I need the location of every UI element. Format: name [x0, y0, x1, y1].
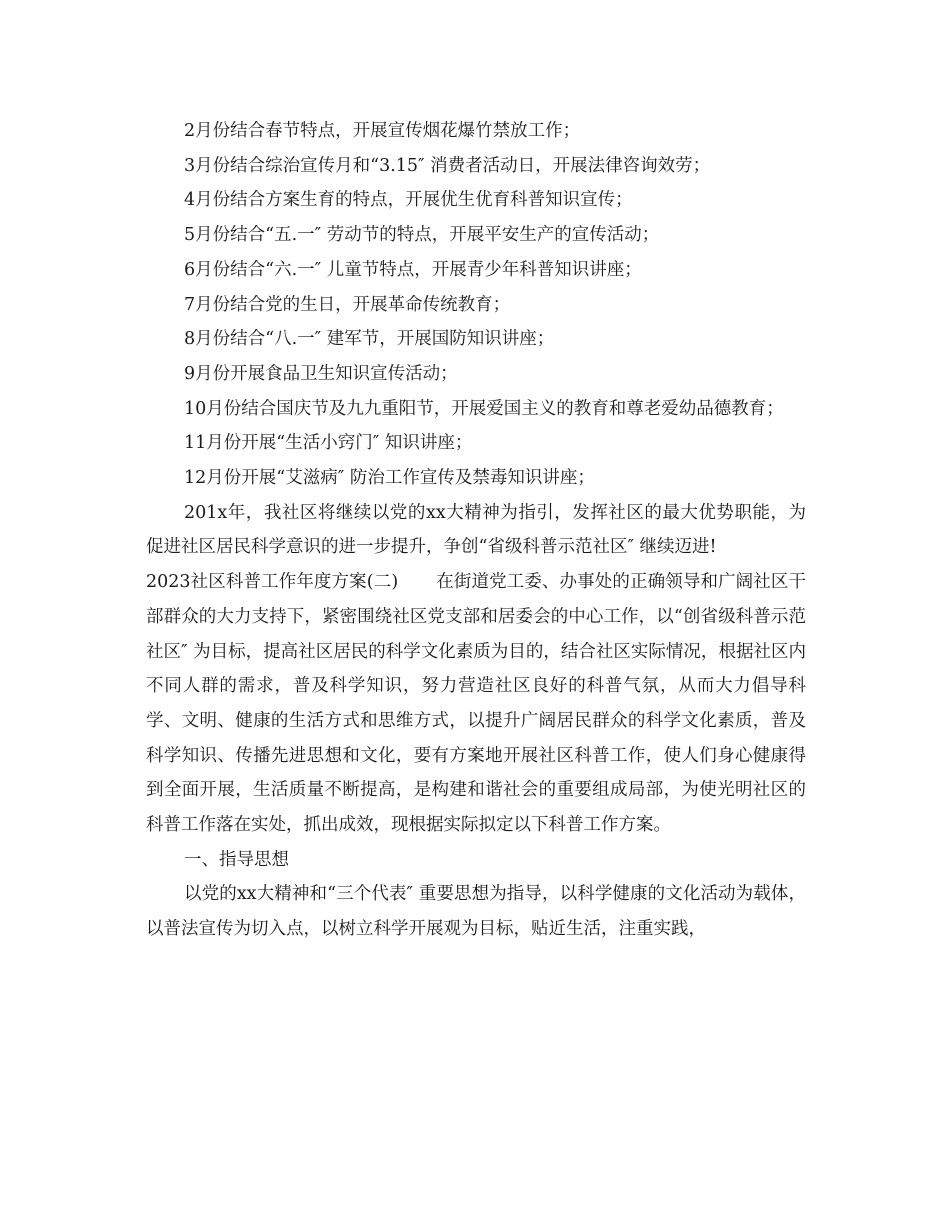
document-body	[146, 114, 806, 947]
section-intro: 在街道党工委、办事处的正确领导和广阔社区干部群众的大力支持下，紧密围绕社区党支部和居委会的中心工作，以“创省级科普示范社区″ 为目标，提高社区居民的科学文化素质为目的，结合社区实际情况，根据社区内不同人群的需求，普及科学知识，努力营造社区良好的科普气氛，从而大力倡导科学、文明、健康的生活方式和思维方式，以提升广阔居民群众的科学文化素质，普及科学知识、传播先进思想和文化，要有方案地开展社区科普工作，使人们身心健康得到全面开展，生活质量不断提高，是构建和谐社会的重要组成局部，为使光明社区的科普工作落在实处，抓出成效，现根据实际拟定以下科普工作方案。	[146, 572, 806, 836]
monthly-item-nov: 11月份开展“生活小窍门″ 知识讲座；	[184, 433, 473, 454]
closing-paragraph: 201x年，我社区将继续以党的xx大精神为指引，发挥社区的最大优势职能，为促进社区居民科学意识的进一步提升，争创“省级科普示范社区″ 继续迈进!	[146, 502, 806, 558]
monthly-item-feb: 2月份结合春节特点，开展宣传烟花爆竹禁放工作；	[184, 121, 581, 141]
heading-guiding-thought: 一、指导思想	[184, 849, 289, 870]
monthly-item-mar: 3月份结合综治宣传月和“3.15″ 消费者活动日，开展法律咨询效劳；	[184, 155, 711, 176]
section-title: 2023社区科普工作年度方案(二)	[146, 572, 399, 593]
monthly-item-jul: 7月份结合党的生日，开展革命传统教育；	[184, 294, 511, 315]
monthly-item-sep: 9月份开展食品卫生知识宣传活动；	[184, 363, 458, 384]
monthly-item-dec: 12月份开展“艾滋病″ 防治工作宣传及禁毒知识讲座；	[184, 468, 595, 489]
monthly-item-apr: 4月份结合方案生育的特点，开展优生优育科普知识宣传；	[184, 190, 633, 211]
section-paragraph	[146, 565, 806, 843]
monthly-item-aug: 8月份结合“八.一″ 建军节，开展国防知识讲座；	[184, 329, 555, 350]
monthly-item-jun: 6月份结合“六.一″ 儿童节特点，开展青少年科普知识讲座；	[184, 259, 642, 280]
guiding-paragraph: 以党的xx大精神和“三个代表″ 重要思想为指导，以科学健康的文化活动为载体，以普法宣传为切入点，以树立科学开展观为目标，贴近生活，注重实践，	[146, 884, 806, 940]
monthly-item-oct: 10月份结合国庆节及九九重阳节，开展爱国主义的教育和尊老爱幼品德教育；	[184, 398, 784, 419]
monthly-item-may: 5月份结合“五.一″ 劳动节的特点，开展平安生产的宣传活动；	[184, 225, 660, 246]
